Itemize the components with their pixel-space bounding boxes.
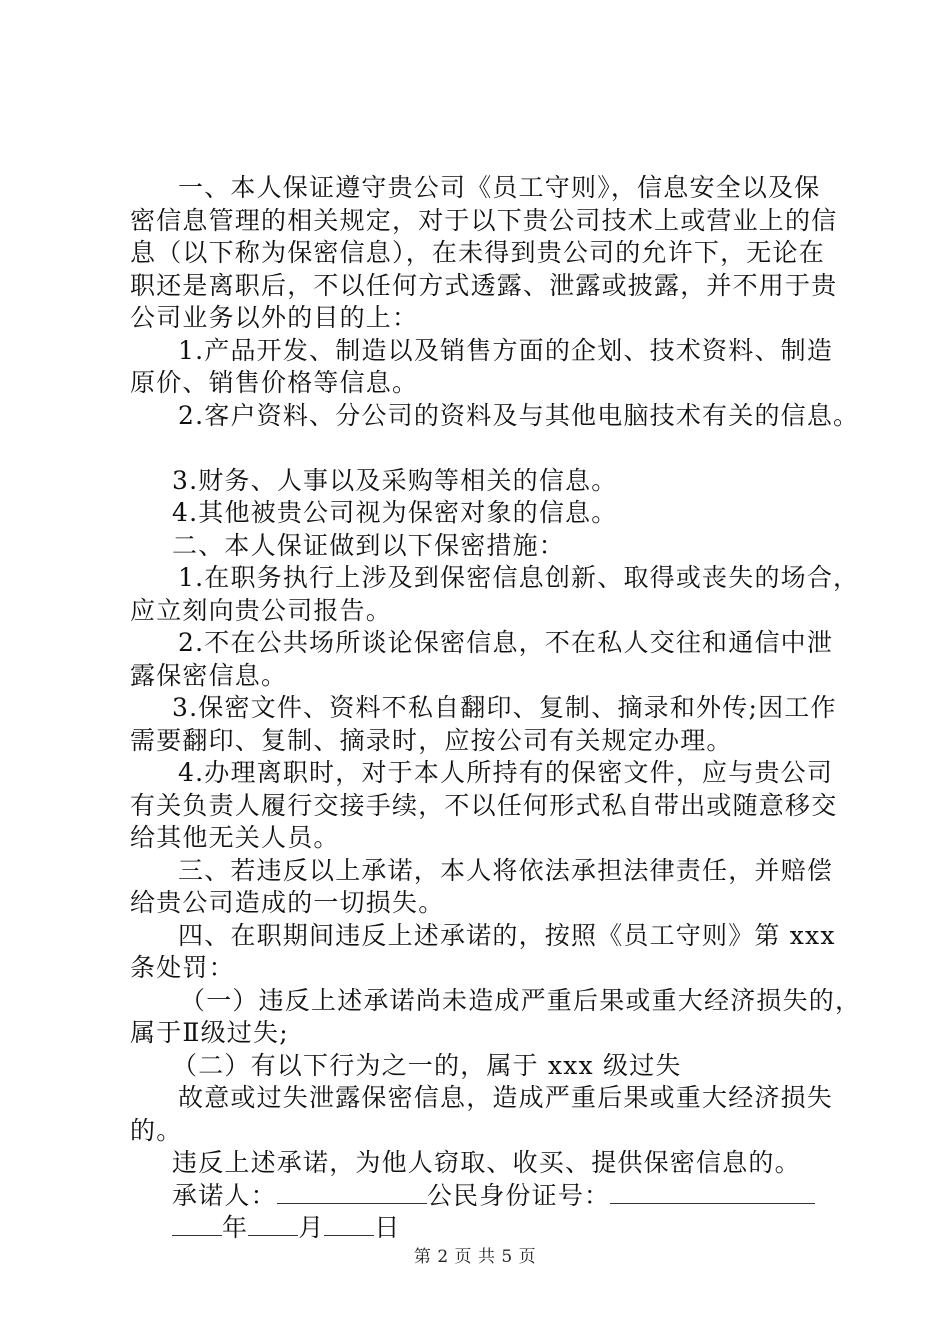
paragraph-line: 3.保密文件、资料不私自翻印、复制、摘录和外传;因工作 [172, 693, 837, 722]
paragraph-line: 4.办理离职时，对于本人所持有的保密文件，应与贵公司 [178, 758, 834, 787]
paragraph-line: 三、若违反以上承诺，本人将依法承担法律责任，并赔偿 [178, 855, 834, 885]
paragraph-line: 息（以下称为保密信息），在未得到贵公司的允许下，无论在 [130, 238, 825, 267]
paragraph-line: 原价、销售价格等信息。 [130, 368, 419, 397]
promisor-label: 承诺人： [172, 1180, 277, 1210]
paragraph-line: 密信息管理的相关规定，对于以下贵公司技术上或营业上的信 [130, 205, 838, 235]
paragraph-line: 条处罚： [130, 953, 235, 982]
paragraph-line: 4.其他被贵公司视为保密对象的信息。 [172, 498, 618, 527]
date-line [130, 1212, 842, 1245]
blank-line [130, 432, 842, 465]
page-footer: 第 2 页 共 5 页 [413, 1247, 537, 1267]
paragraph-line: 故意或过失泄露保密信息，造成严重后果或重大经济损失 [178, 1083, 834, 1112]
paragraph-line: 有关负责人履行交接手续，不以任何形式私自带出或随意移交 [130, 790, 838, 820]
paragraph-line: 露保密信息。 [130, 660, 288, 690]
paragraph-line: 1.在职务执行上涉及到保密信息创新、取得或丧失的场合， [178, 563, 860, 592]
id-number-blank [610, 1181, 815, 1204]
paragraph-line: 违反上述承诺，为他人窃取、收买、提供保密信息的。 [172, 1148, 801, 1177]
paragraph-line: 职还是离职后，不以任何方式透露、泄露或披露，并不用于贵 [130, 270, 838, 300]
paragraph-line: 给贵公司造成的一切损失。 [130, 888, 445, 917]
paragraph-line: 的。 [130, 1115, 183, 1145]
month-blank [248, 1213, 298, 1236]
paragraph-line: （一）违反上述承诺尚未造成严重后果或重大经济损失的， [180, 985, 862, 1015]
paragraph-line: （二）有以下行为之一的，属于 xxx 级过失 [172, 1050, 682, 1080]
year-label: 年 [222, 1213, 249, 1242]
day-label: 日 [374, 1213, 401, 1242]
paragraph-line: 属于Ⅱ级过失; [130, 1018, 289, 1047]
paragraph-line: 四、在职期间违反上述承诺的，按照《员工守则》第 xxx [178, 920, 836, 950]
document-body [130, 172, 862, 1245]
paragraph-line: 3.财务、人事以及采购等相关的信息。 [172, 465, 618, 495]
day-blank [324, 1213, 374, 1236]
paragraph-line: 应立刻向贵公司报告。 [130, 595, 393, 625]
month-label: 月 [298, 1213, 325, 1242]
paragraph-line: 2.不在公共场所谈论保密信息，不在私人交往和通信中泄 [178, 628, 834, 657]
paragraph-line: 2.客户资料、分公司的资料及与其他电脑技术有关的信息。 [178, 400, 860, 430]
paragraph-line: 一、本人保证遵守贵公司《员工守则》，信息安全以及保 [178, 173, 821, 202]
paragraph-line: 需要翻印、复制、摘录时，应按公司有关规定办理。 [130, 725, 733, 755]
paragraph-line: 1.产品开发、制造以及销售方面的企划、技术资料、制造 [178, 335, 834, 365]
id-number-label: 公民身份证号： [426, 1180, 611, 1210]
year-blank [172, 1213, 222, 1236]
paragraph-line: 二、本人保证做到以下保密措施： [172, 530, 566, 560]
paragraph-line: 给其他无关人员。 [130, 823, 340, 852]
paragraph-line: 公司业务以外的目的上： [130, 303, 419, 332]
signature-line [130, 1180, 842, 1213]
promisor-blank [277, 1181, 427, 1204]
